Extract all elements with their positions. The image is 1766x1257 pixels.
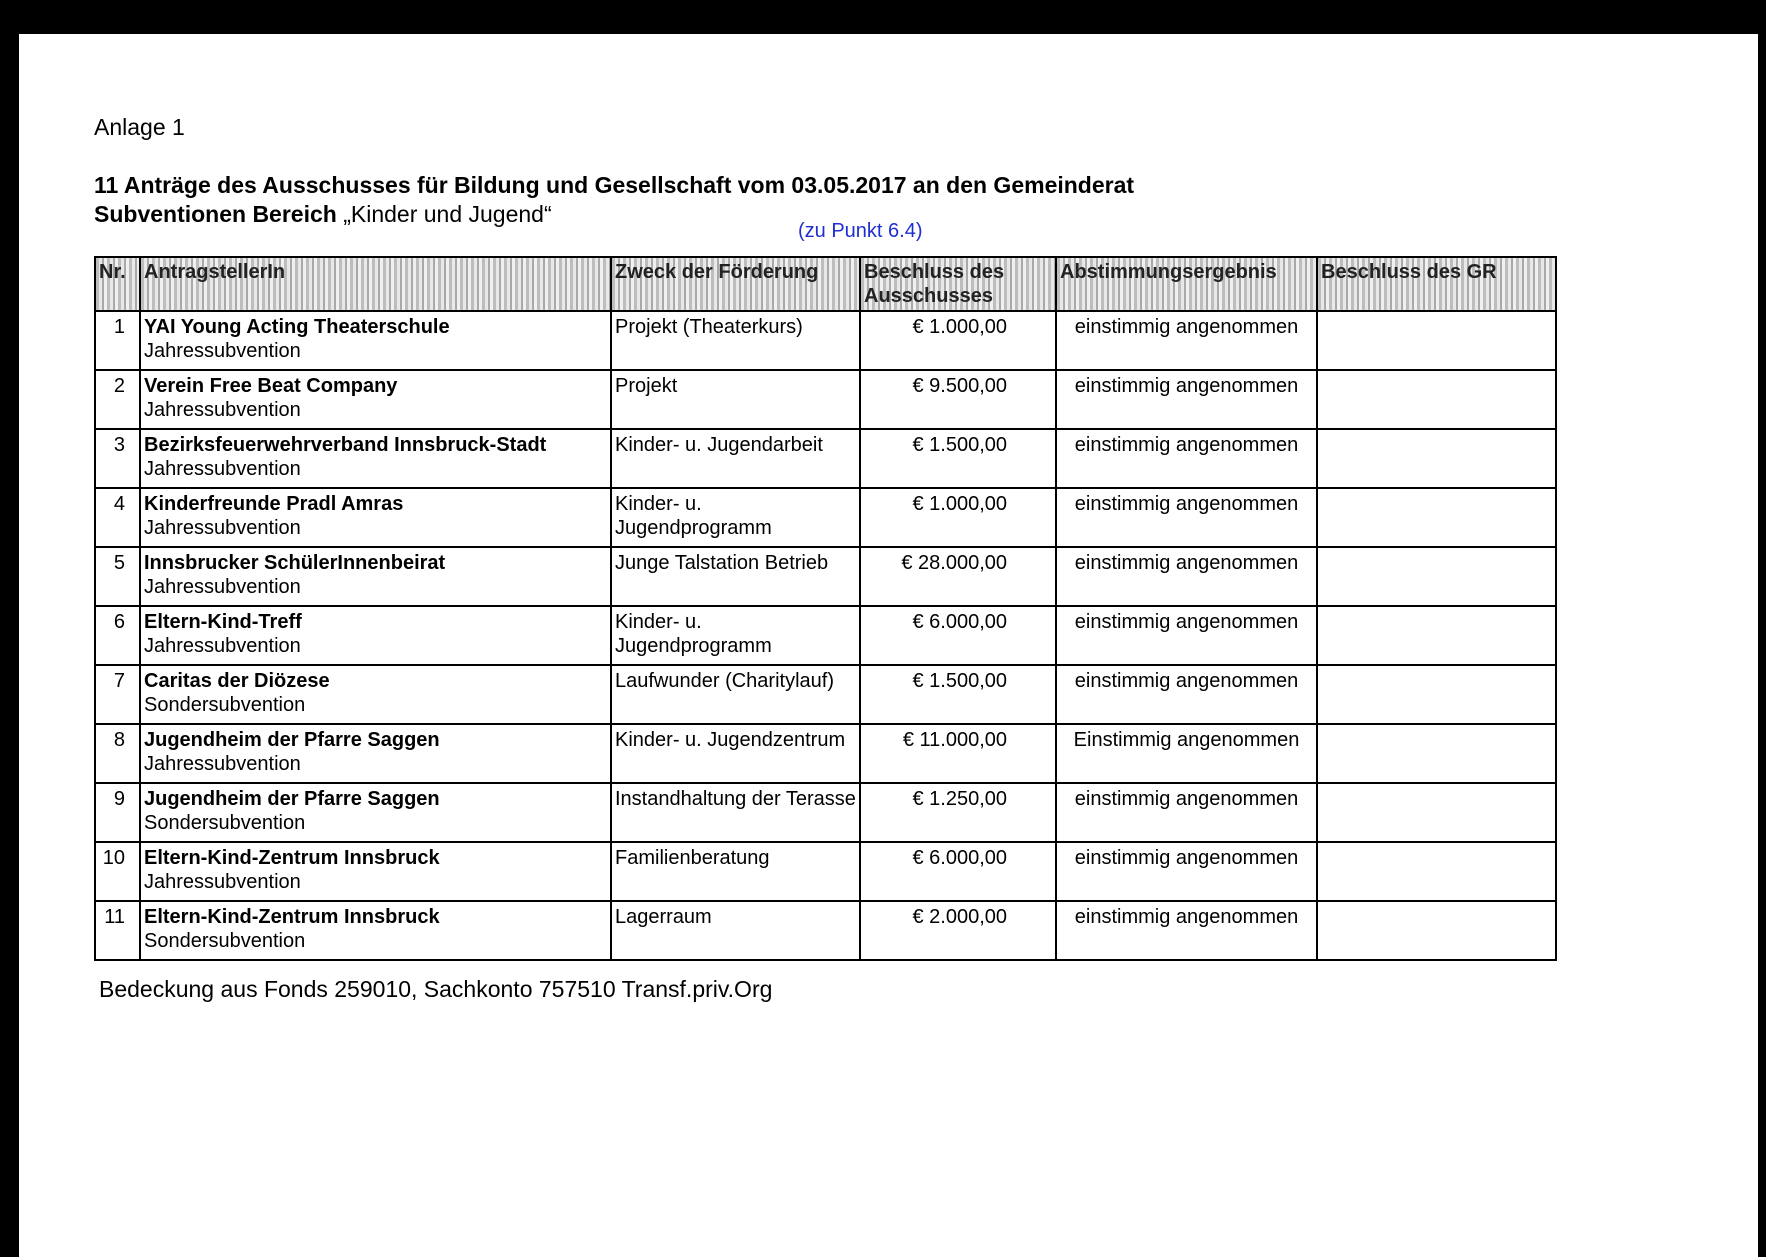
cell-nr: 4 bbox=[95, 488, 140, 547]
cell-council-decision bbox=[1317, 665, 1556, 724]
document-subtitle bbox=[94, 201, 552, 228]
cell-amount: € 1.000,00 bbox=[860, 488, 1056, 547]
cell-nr: 5 bbox=[95, 547, 140, 606]
applicant-name: Bezirksfeuerwehrverband Innsbruck-Stadt bbox=[144, 434, 547, 456]
applicant-name: Jugendheim der Pfarre Saggen bbox=[144, 788, 440, 810]
cell-council-decision bbox=[1317, 901, 1556, 960]
cell-applicant bbox=[140, 311, 611, 370]
cell-nr: 2 bbox=[95, 370, 140, 429]
cell-purpose: Instandhaltung der Terasse bbox=[611, 783, 860, 842]
col-header-committee-decision: Beschluss des Ausschusses bbox=[860, 257, 1056, 311]
table-header-row bbox=[95, 257, 1556, 311]
cell-nr: 3 bbox=[95, 429, 140, 488]
cell-applicant bbox=[140, 370, 611, 429]
table-row bbox=[95, 488, 1556, 547]
cell-applicant bbox=[140, 547, 611, 606]
subsidy-type: Jahressubvention bbox=[144, 871, 301, 893]
cell-applicant bbox=[140, 429, 611, 488]
table-row bbox=[95, 606, 1556, 665]
scan-border-left bbox=[0, 0, 19, 1257]
cell-amount: € 28.000,00 bbox=[860, 547, 1056, 606]
cell-vote-result: einstimmig angenommen bbox=[1056, 547, 1317, 606]
subsidy-type: Jahressubvention bbox=[144, 753, 301, 775]
subtitle-rest: „Kinder und Jugend“ bbox=[336, 201, 552, 227]
cell-purpose: Kinder- u. Jugendzentrum bbox=[611, 724, 860, 783]
col-header-applicant: AntragstellerIn bbox=[140, 257, 611, 311]
applicant-name: Eltern-Kind-Zentrum Innsbruck bbox=[144, 906, 440, 928]
table-row bbox=[95, 901, 1556, 960]
cell-council-decision bbox=[1317, 606, 1556, 665]
document-title: 11 Anträge des Ausschusses für Bildung und Gesellschaft vom 03.05.2017 an den Gemeinderat bbox=[94, 172, 1135, 198]
cell-purpose: Familienberatung bbox=[611, 842, 860, 901]
table-row bbox=[95, 783, 1556, 842]
subsidy-table bbox=[94, 256, 1557, 961]
table-row bbox=[95, 724, 1556, 783]
scan-border-right bbox=[1758, 0, 1766, 1257]
cell-purpose: Lagerraum bbox=[611, 901, 860, 960]
applicant-name: Innsbrucker SchülerInnenbeirat bbox=[144, 552, 446, 574]
subsidy-type: Sondersubvention bbox=[144, 694, 306, 716]
cell-vote-result: einstimmig angenommen bbox=[1056, 901, 1317, 960]
cell-council-decision bbox=[1317, 842, 1556, 901]
funding-note: Bedeckung aus Fonds 259010, Sachkonto 757510 Transf.priv.Org bbox=[99, 976, 773, 1002]
cell-vote-result: einstimmig angenommen bbox=[1056, 783, 1317, 842]
cell-council-decision bbox=[1317, 547, 1556, 606]
cell-applicant bbox=[140, 783, 611, 842]
cell-council-decision bbox=[1317, 783, 1556, 842]
subtitle-bold: Subventionen Bereich bbox=[94, 201, 337, 227]
applicant-name: Caritas der Diözese bbox=[144, 670, 330, 692]
cell-purpose: Laufwunder (Charitylauf) bbox=[611, 665, 860, 724]
cell-amount: € 1.250,00 bbox=[860, 783, 1056, 842]
cell-nr: 6 bbox=[95, 606, 140, 665]
subsidy-type: Jahressubvention bbox=[144, 340, 301, 362]
subsidy-type: Jahressubvention bbox=[144, 458, 301, 480]
cell-amount: € 1.500,00 bbox=[860, 665, 1056, 724]
applicant-name: Verein Free Beat Company bbox=[144, 375, 398, 397]
cell-vote-result: einstimmig angenommen bbox=[1056, 370, 1317, 429]
cell-purpose: Projekt bbox=[611, 370, 860, 429]
cell-nr: 8 bbox=[95, 724, 140, 783]
subsidy-type: Jahressubvention bbox=[144, 517, 301, 539]
subsidy-type: Sondersubvention bbox=[144, 930, 306, 952]
cell-applicant bbox=[140, 665, 611, 724]
cell-vote-result: einstimmig angenommen bbox=[1056, 429, 1317, 488]
cell-applicant bbox=[140, 724, 611, 783]
cell-council-decision bbox=[1317, 724, 1556, 783]
subsidy-type: Jahressubvention bbox=[144, 635, 301, 657]
attachment-label: Anlage 1 bbox=[94, 114, 185, 140]
agenda-reference: (zu Punkt 6.4) bbox=[798, 220, 923, 242]
cell-council-decision bbox=[1317, 488, 1556, 547]
table-row bbox=[95, 665, 1556, 724]
cell-amount: € 9.500,00 bbox=[860, 370, 1056, 429]
cell-vote-result: einstimmig angenommen bbox=[1056, 311, 1317, 370]
table-row bbox=[95, 429, 1556, 488]
cell-vote-result: einstimmig angenommen bbox=[1056, 842, 1317, 901]
cell-amount: € 6.000,00 bbox=[860, 842, 1056, 901]
table-row bbox=[95, 547, 1556, 606]
cell-council-decision bbox=[1317, 311, 1556, 370]
col-header-nr: Nr. bbox=[95, 257, 140, 311]
cell-council-decision bbox=[1317, 370, 1556, 429]
col-header-vote-result: Abstimmungsergebnis bbox=[1056, 257, 1317, 311]
table-row bbox=[95, 370, 1556, 429]
cell-purpose: Kinder- u. Jugendprogramm bbox=[611, 488, 860, 547]
cell-applicant bbox=[140, 488, 611, 547]
cell-nr: 1 bbox=[95, 311, 140, 370]
col-header-council-decision: Beschluss des GR bbox=[1317, 257, 1556, 311]
col-header-purpose: Zweck der Förderung bbox=[611, 257, 860, 311]
cell-nr: 9 bbox=[95, 783, 140, 842]
scan-border-top bbox=[0, 0, 1766, 34]
applicant-name: Kinderfreunde Pradl Amras bbox=[144, 493, 404, 515]
cell-nr: 7 bbox=[95, 665, 140, 724]
cell-council-decision bbox=[1317, 429, 1556, 488]
applicant-name: Eltern-Kind-Treff bbox=[144, 611, 302, 633]
cell-vote-result: einstimmig angenommen bbox=[1056, 606, 1317, 665]
cell-nr: 10 bbox=[95, 842, 140, 901]
cell-amount: € 11.000,00 bbox=[860, 724, 1056, 783]
cell-amount: € 1.500,00 bbox=[860, 429, 1056, 488]
cell-vote-result: einstimmig angenommen bbox=[1056, 488, 1317, 547]
cell-vote-result: Einstimmig angenommen bbox=[1056, 724, 1317, 783]
cell-amount: € 1.000,00 bbox=[860, 311, 1056, 370]
applicant-name: Jugendheim der Pfarre Saggen bbox=[144, 729, 440, 751]
cell-applicant bbox=[140, 901, 611, 960]
cell-applicant bbox=[140, 842, 611, 901]
subsidy-type: Jahressubvention bbox=[144, 399, 301, 421]
cell-vote-result: einstimmig angenommen bbox=[1056, 665, 1317, 724]
cell-purpose: Junge Talstation Betrieb bbox=[611, 547, 860, 606]
cell-amount: € 2.000,00 bbox=[860, 901, 1056, 960]
cell-applicant bbox=[140, 606, 611, 665]
applicant-name: YAI Young Acting Theaterschule bbox=[144, 316, 450, 338]
cell-purpose: Kinder- u. Jugendprogramm bbox=[611, 606, 860, 665]
table-row bbox=[95, 842, 1556, 901]
cell-purpose: Projekt (Theaterkurs) bbox=[611, 311, 860, 370]
cell-purpose: Kinder- u. Jugendarbeit bbox=[611, 429, 860, 488]
applicant-name: Eltern-Kind-Zentrum Innsbruck bbox=[144, 847, 440, 869]
table-row bbox=[95, 311, 1556, 370]
subsidy-type: Jahressubvention bbox=[144, 576, 301, 598]
cell-amount: € 6.000,00 bbox=[860, 606, 1056, 665]
subsidy-type: Sondersubvention bbox=[144, 812, 306, 834]
cell-nr: 11 bbox=[95, 901, 140, 960]
